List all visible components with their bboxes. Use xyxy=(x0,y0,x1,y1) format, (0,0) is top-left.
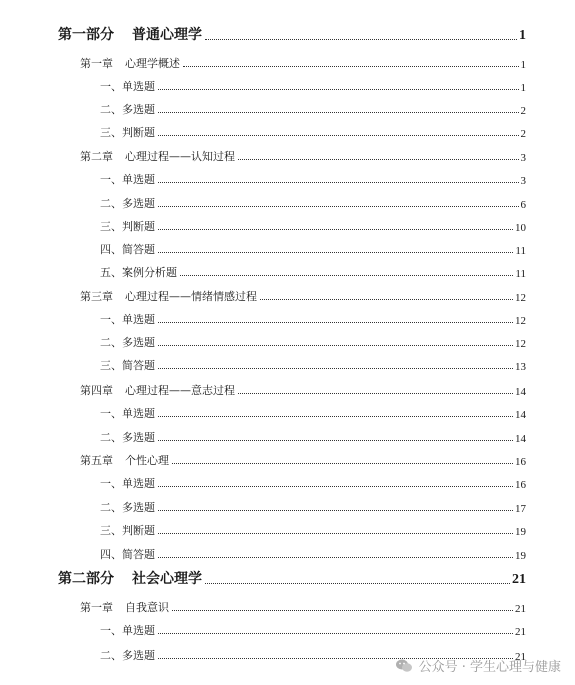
dot-leader xyxy=(238,159,519,160)
dot-leader xyxy=(158,557,513,558)
toc-entry-label xyxy=(80,599,170,615)
dot-leader xyxy=(158,345,513,346)
toc-entry-label xyxy=(100,622,156,638)
toc-entry-title: 五、案例分析题 xyxy=(100,266,177,279)
toc-entry-title: 二、多选题 xyxy=(100,103,155,116)
toc-page-number: 1 xyxy=(520,59,526,71)
toc-section-entry[interactable] xyxy=(100,473,526,491)
toc-chapter-entry[interactable] xyxy=(80,597,526,615)
toc-page-number: 13 xyxy=(515,361,526,373)
toc-entry-label xyxy=(100,218,156,234)
toc-page-number: 14 xyxy=(515,409,526,421)
dot-leader xyxy=(158,229,513,230)
watermark-text: 公众号 · 学生心理与健康 xyxy=(418,660,561,675)
toc-part-entry[interactable] xyxy=(58,26,526,44)
dot-leader xyxy=(158,486,513,487)
toc-section-entry[interactable] xyxy=(100,216,526,234)
toc-entry-label xyxy=(100,264,178,280)
toc-entry-label xyxy=(58,568,203,588)
dot-leader xyxy=(158,206,519,207)
toc-section-entry[interactable] xyxy=(100,76,526,94)
toc-entry-title: 二、多选题 xyxy=(100,649,155,662)
toc-entry-label xyxy=(100,499,156,515)
toc-entry-title: 一、单选题 xyxy=(100,80,155,93)
toc-entry-label xyxy=(80,148,236,164)
toc-section-entry[interactable] xyxy=(100,620,526,638)
toc-entry-title: 二、多选题 xyxy=(100,197,155,210)
toc-page-number: 2 xyxy=(520,105,526,117)
toc-entry-title: 心理过程——认知过程 xyxy=(125,150,235,163)
toc-page-number: 1 xyxy=(519,28,526,43)
toc-page-number: 21 xyxy=(515,626,526,638)
toc-entry-number: 第五章 xyxy=(80,454,113,467)
toc-entry-number: 第二部分 xyxy=(58,571,114,587)
toc-entry-title: 心理过程——情绪情感过程 xyxy=(125,290,257,303)
dot-leader xyxy=(158,89,519,90)
toc-entry-label xyxy=(100,195,156,211)
toc-entry-label xyxy=(100,124,156,140)
toc-page-number: 16 xyxy=(515,479,526,491)
dot-leader xyxy=(158,510,513,511)
dot-leader xyxy=(205,39,517,40)
toc-entry-title: 一、单选题 xyxy=(100,173,155,186)
toc-entry-number: 第一章 xyxy=(80,57,113,70)
toc-entry-title: 三、判断题 xyxy=(100,126,155,139)
toc-page-number: 12 xyxy=(515,292,526,304)
toc-page-number: 17 xyxy=(515,503,526,515)
toc-section-entry[interactable] xyxy=(100,403,526,421)
toc-entry-title: 一、单选题 xyxy=(100,313,155,326)
toc-chapter-entry[interactable] xyxy=(80,450,526,468)
toc-entry-label xyxy=(100,311,156,327)
toc-page-number: 11 xyxy=(515,268,526,280)
toc-entry-title: 一、单选题 xyxy=(100,477,155,490)
toc-page-number: 2 xyxy=(520,128,526,140)
toc-section-entry[interactable] xyxy=(100,239,526,257)
toc-entry-label xyxy=(100,171,156,187)
toc-section-entry[interactable] xyxy=(100,332,526,350)
toc-page-number: 3 xyxy=(520,175,526,187)
dot-leader xyxy=(172,610,513,611)
toc-entry-number: 第一章 xyxy=(80,601,113,614)
toc-page-number: 19 xyxy=(515,550,526,562)
toc-section-entry[interactable] xyxy=(100,309,526,327)
toc-section-entry[interactable] xyxy=(100,355,526,373)
dot-leader xyxy=(180,275,513,276)
toc-entry-title: 二、多选题 xyxy=(100,501,155,514)
toc-entry-title: 三、判断题 xyxy=(100,524,155,537)
toc-chapter-entry[interactable] xyxy=(80,53,526,71)
toc-entry-title: 三、判断题 xyxy=(100,220,155,233)
toc-section-entry[interactable] xyxy=(100,427,526,445)
toc-chapter-entry[interactable] xyxy=(80,286,526,304)
toc-entry-title: 四、简答题 xyxy=(100,548,155,561)
toc-page-number: 6 xyxy=(520,199,526,211)
toc-page-number: 11 xyxy=(515,245,526,257)
dot-leader xyxy=(260,299,513,300)
toc-entry-label xyxy=(100,405,156,421)
toc-section-entry[interactable] xyxy=(100,520,526,538)
toc-part-entry[interactable] xyxy=(58,570,526,588)
toc-entry-title: 心理过程——意志过程 xyxy=(125,384,235,397)
toc-entry-title: 二、多选题 xyxy=(100,431,155,444)
toc-entry-label xyxy=(100,357,156,373)
toc-entry-title: 普通心理学 xyxy=(132,27,202,43)
toc-entry-label xyxy=(100,546,156,562)
toc-page-number: 21 xyxy=(515,651,526,663)
dot-leader xyxy=(158,416,513,417)
dot-leader xyxy=(158,368,513,369)
dot-leader xyxy=(158,112,519,113)
toc-entry-label xyxy=(80,382,236,398)
toc-entry-title: 一、单选题 xyxy=(100,624,155,637)
toc-entry-title: 心理学概述 xyxy=(125,57,180,70)
toc-page-number: 12 xyxy=(515,338,526,350)
toc-section-entry[interactable] xyxy=(100,193,526,211)
toc-page-number: 1 xyxy=(520,82,526,94)
toc-page-number: 14 xyxy=(515,386,526,398)
dot-leader xyxy=(172,463,513,464)
toc-entry-label xyxy=(80,452,170,468)
toc-entry-number: 第四章 xyxy=(80,384,113,397)
toc-entry-title: 二、多选题 xyxy=(100,336,155,349)
toc-entry-label xyxy=(100,334,156,350)
toc-section-entry[interactable] xyxy=(100,544,526,562)
toc-entry-number: 第二章 xyxy=(80,150,113,163)
toc-entry-title: 个性心理 xyxy=(125,454,169,467)
toc-entry-label xyxy=(100,101,156,117)
toc-page-number: 10 xyxy=(515,222,526,234)
dot-leader xyxy=(158,633,513,634)
toc-section-entry[interactable] xyxy=(100,99,526,117)
toc-page-number: 12 xyxy=(515,315,526,327)
toc-section-entry[interactable] xyxy=(100,122,526,140)
toc-section-entry[interactable] xyxy=(100,169,526,187)
dot-leader xyxy=(158,182,519,183)
toc-page-number: 3 xyxy=(520,152,526,164)
toc-entry-label xyxy=(58,24,203,44)
toc-entry-title: 一、单选题 xyxy=(100,407,155,420)
toc-section-entry[interactable] xyxy=(100,262,526,280)
toc-page-number: 16 xyxy=(515,456,526,468)
toc-entry-title: 自我意识 xyxy=(125,601,169,614)
toc-page-number: 19 xyxy=(515,526,526,538)
dot-leader xyxy=(158,252,513,253)
toc-entry-label xyxy=(100,241,156,257)
toc-page-number: 14 xyxy=(515,433,526,445)
dot-leader xyxy=(158,135,519,136)
toc-entry-title: 社会心理学 xyxy=(132,571,202,587)
toc-entry-label xyxy=(100,78,156,94)
dot-leader xyxy=(238,393,513,394)
toc-entry-label xyxy=(80,55,181,71)
toc-entry-label xyxy=(100,475,156,491)
dot-leader xyxy=(158,322,513,323)
toc-chapter-entry[interactable] xyxy=(80,380,526,398)
toc-section-entry[interactable] xyxy=(100,497,526,515)
dot-leader xyxy=(183,66,519,67)
dot-leader xyxy=(158,440,513,441)
watermark xyxy=(395,656,561,675)
toc-entry-label xyxy=(100,522,156,538)
toc-entry-number: 第三章 xyxy=(80,290,113,303)
toc-chapter-entry[interactable] xyxy=(80,146,526,164)
toc-entry-label xyxy=(100,429,156,445)
dot-leader xyxy=(158,533,513,534)
toc-entry-number: 第一部分 xyxy=(58,27,114,43)
toc-entry-title: 三、简答题 xyxy=(100,359,155,372)
dot-leader xyxy=(205,583,510,584)
toc-entry-label xyxy=(100,647,156,663)
toc-page-number: 21 xyxy=(515,603,526,615)
wechat-icon xyxy=(395,658,413,674)
toc-entry-label xyxy=(80,288,258,304)
toc-page-number: 21 xyxy=(512,572,526,587)
toc-entry-title: 四、简答题 xyxy=(100,243,155,256)
